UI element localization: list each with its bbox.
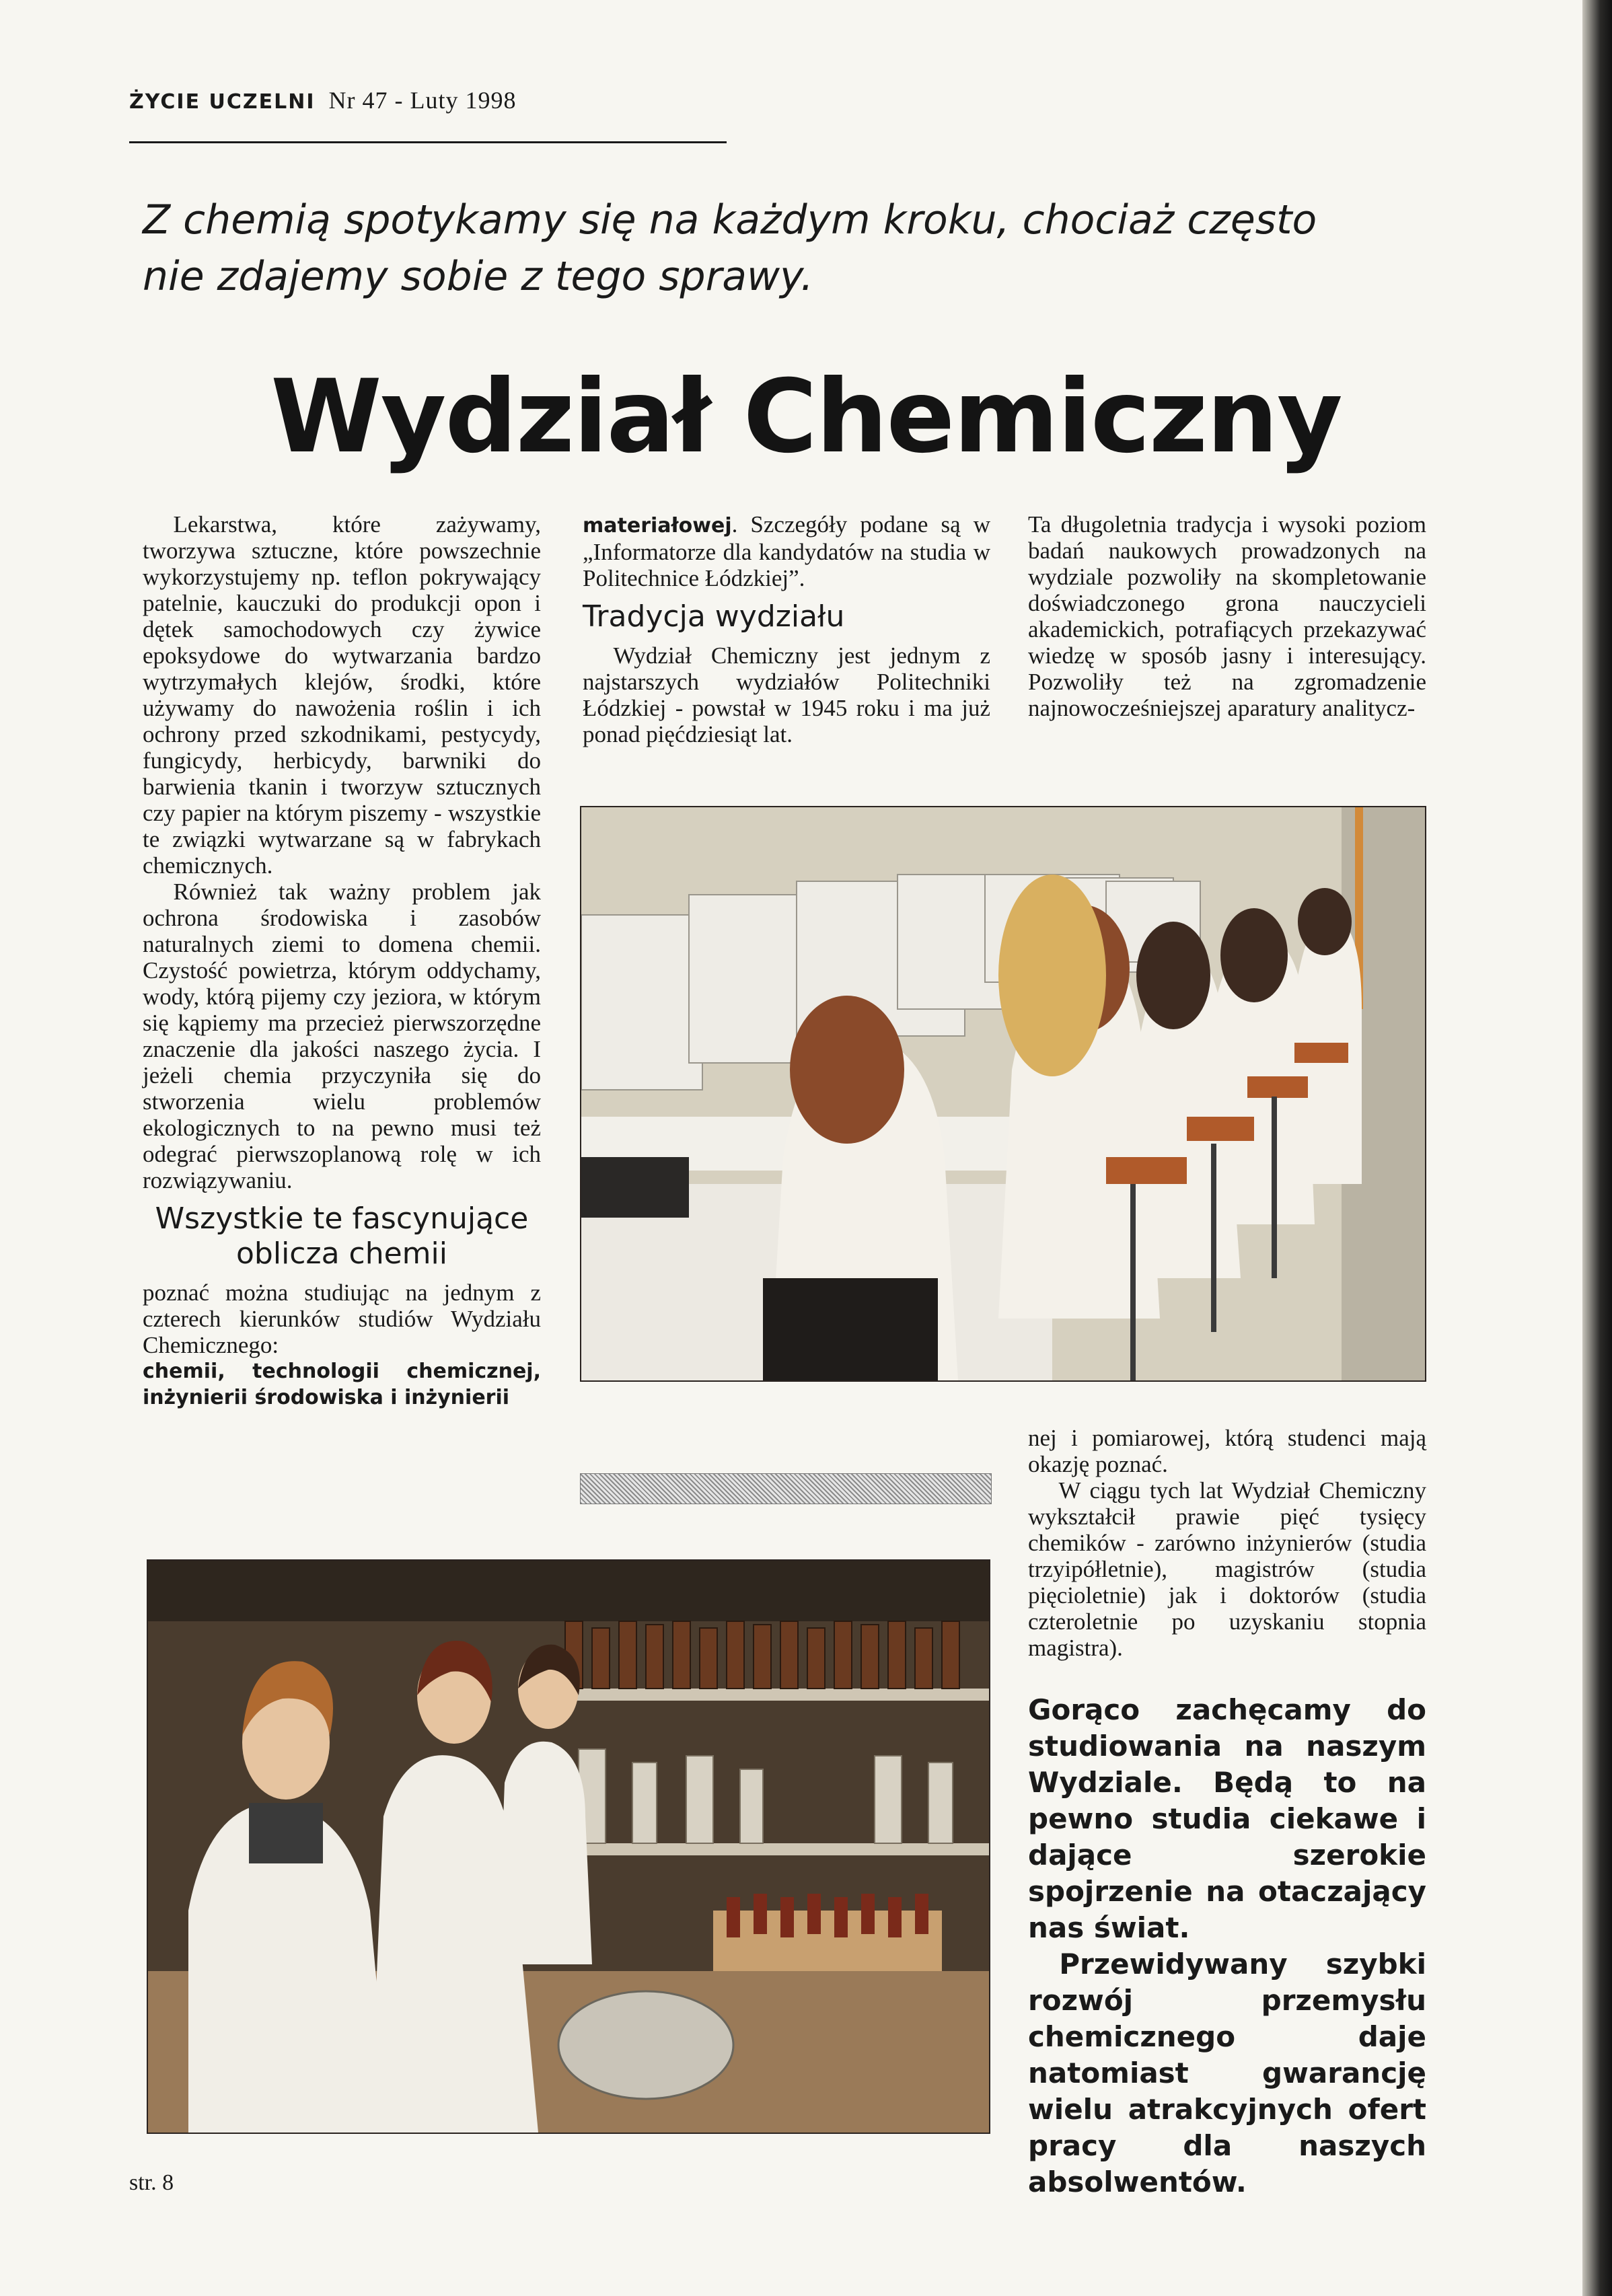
col1-programs: chemii, technologii chemicznej, inżynierii środowiska i inżynierii <box>143 1360 541 1409</box>
col2-paragraph-1 <box>583 511 990 591</box>
lead-text: Z chemią spotykamy się na każdym kroku, chociaż często nie zdajemy sobie z tego sprawy. <box>143 196 1317 300</box>
page-title: Wydział Chemiczny <box>270 359 1342 476</box>
col3-paragraph-3: W ciągu tych lat Wydział Chemiczny wykształcił prawie pięć tysięcy chemików - zarówno inżynierów (studia trzyipółletnie), magistrów (studia pięcioletnie) jak i doktorów (studia czteroletnie po uzyskaniu stopnia magistra). <box>1028 1477 1426 1661</box>
decorative-bar <box>580 1473 992 1504</box>
col1-paragraph-2: Również tak ważny problem jak ochrona środowiska i zasobów naturalnych ziemi to domena chemii. Czystość powietrza, którym oddychamy, wody, którą pijemy czy jeziora, w którym się kąpiemy ma przecież pierwszorzędne znaczenie dla jakości naszego życia. I jeżeli chemia przyczyniła się do stworzenia wielu problemów ekologicznych to na pewno musi też odegrać pierwszoplanową rolę w ich rozwiązywaniu. <box>143 879 541 1193</box>
column-3-continued <box>1028 1425 1426 1661</box>
col2-program-materials: materiałowej <box>583 514 732 538</box>
lab-instruments-illustration <box>581 807 1425 1380</box>
col2-paragraph-2: Wydział Chemiczny jest jednym z najstarszych wydziałów Politechniki Łódzkiej - powstał w 1945 roku i ma już ponad pięćdziesiąt lat. <box>583 642 990 747</box>
col3-paragraph-2: nej i pomiarowej, którą studenci mają okazję poznać. <box>1028 1425 1426 1477</box>
column-2 <box>583 511 990 747</box>
running-header <box>129 86 517 114</box>
col3-paragraph-1: Ta długoletnia tradycja i wysoki poziom badań naukowych prowadzonych na wydziale pozwoliły na skompletowanie doświadczonego grona nauczycieli akademickich, potrafiących przekazywać wiedzę w sposób jasny i interesujący. Pozwoliły też na zgromadzenie najnowocześniejszej aparatury analitycz- <box>1028 511 1426 721</box>
col1-paragraph-1: Lekarstwa, które zażywamy, tworzywa sztuczne, które powszechnie wykorzystujemy np. teflon pokrywający patelnie, kauczuki do produkcji opon i dętek samochodowych czy żywice epoksydowe do wytwarzania bardzo wytrzymałych klejów, środki, które używamy do nawożenia roślin i ich ochrony przed szkodnikami, pestycydy, fungicydy, herbicydy, barwniki do barwienia tkanin i tworzyw sztucznych czy papier na którym piszemy - wszystkie te związki wytwarzane są w fabrykach chemicznych. <box>143 511 541 879</box>
closing-paragraph-1: Gorąco zachęcamy do studiowania na naszym Wydziale. Będą to na pewno studia ciekawe i dające szerokie spojrzenie na otaczający nas świat. <box>1028 1693 1426 1944</box>
col2-paragraph-1-text: . Szczegóły podane są w „Informatorze dla kandydatów na studia w Politechnice Łódzkiej”. <box>583 511 990 591</box>
lab-bench-photo <box>147 1559 990 2134</box>
col1-paragraph-3: poznać można studiując na jednym z czterech kierunków studiów Wydziału Chemicznego: <box>143 1280 541 1358</box>
lab-instruments-photo <box>580 806 1426 1382</box>
magazine-logo: ŻYCIE UCZELNI <box>129 90 316 114</box>
column-3 <box>1028 511 1426 721</box>
col1-subheading: Wszystkie te fascynujące oblicza chemii <box>155 1201 529 1271</box>
column-1 <box>143 511 541 1411</box>
col2-subheading: Tradycja wydziału <box>583 599 845 634</box>
scan-edge <box>1582 0 1612 2296</box>
closing-statement <box>1028 1692 1426 2200</box>
lab-bench-illustration <box>148 1561 989 2133</box>
closing-paragraph-2: Przewidywany szybki rozwój przemysłu chemicznego daje natomiast gwarancję wielu atrakcyjnych ofert pracy dla naszych absolwentów. <box>1028 1948 1426 2198</box>
header-rule <box>129 141 727 143</box>
page-number: str. 8 <box>129 2170 174 2195</box>
issue-info: Nr 47 - Luty 1998 <box>328 87 517 114</box>
